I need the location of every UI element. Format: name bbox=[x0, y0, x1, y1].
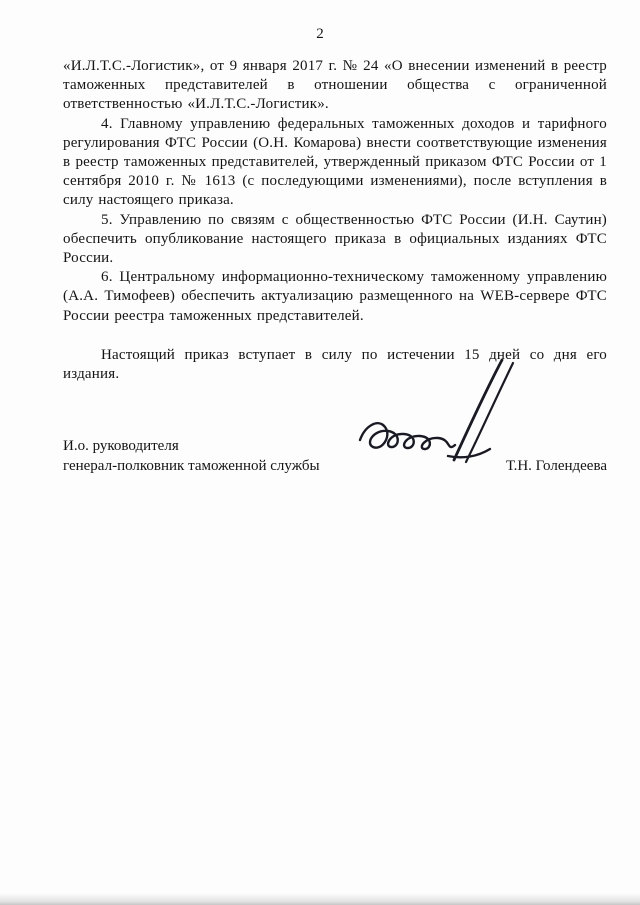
effective-date-clause: Настоящий приказ вступает в силу по истечении 15 дней со дня его издания. bbox=[63, 346, 607, 383]
signer-name: Т.Н. Голендеева bbox=[505, 458, 607, 475]
page-bottom-shadow bbox=[0, 893, 640, 905]
signer-position bbox=[63, 436, 320, 476]
body-paragraph: 5. Управлению по связям с общественностью ФТС России (И.Н. Саутин) обеспечить опубликование настоящего приказа в официальных изданиях ФТС России. bbox=[63, 211, 607, 267]
document-body bbox=[0, 57, 640, 384]
signer-position-line2: генерал-полковник таможенной службы bbox=[63, 458, 320, 475]
page-number: 2 bbox=[316, 26, 324, 42]
body-paragraph: 4. Главному управлению федеральных таможенных доходов и тарифного регулирования ФТС России (О.Н. Комарова) внести соответствующие изменения в реестр таможенных представителей, утвержденный приказом ФТС России от 1 сентября 2010 г. № 1613 (с последующими изменениями), после вступления в силу настоящего приказа. bbox=[63, 115, 607, 209]
signature-block bbox=[0, 436, 640, 476]
body-paragraph: 6. Центральному информационно-техническому таможенному управлению (А.А. Тимофеев) обеспечить актуализацию размещенного на WEB-сервере ФТС России реестра таможенных представителей. bbox=[63, 269, 607, 324]
body-paragraph: «И.Л.Т.С.-Логистик», от 9 января 2017 г. № 24 «О внесении изменений в реестр таможенных представителей в отношении общества с ограниченной ответственностью «И.Л.Т.С.-Логистик». bbox=[63, 58, 607, 113]
signer-position-line1: И.о. руководителя bbox=[63, 438, 179, 455]
